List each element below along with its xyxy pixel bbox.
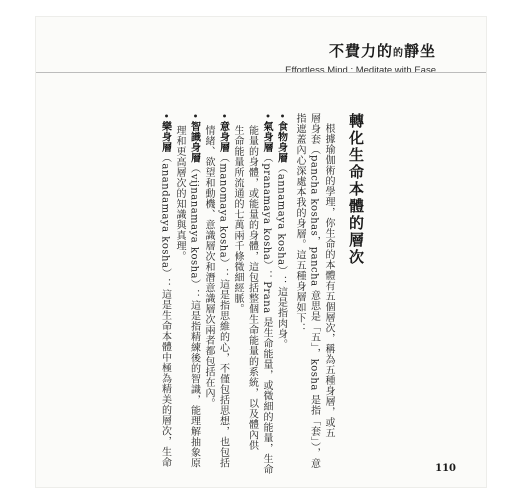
bullet: •	[188, 113, 200, 120]
list-item-continuation	[231, 125, 243, 314]
list-item-text: 生命能量所流通的七萬兩千條微細經脈。	[232, 125, 243, 314]
list-item-term: 意身層	[217, 121, 229, 153]
book-subtitle-en: Effortless Mind : Meditate with Ease	[285, 65, 436, 76]
intro-line: 層身套（pancha koshas，pancha 意思是「五」，kosha 是指「套」），意	[308, 113, 320, 469]
list-item-text: （vijnanamaya kosha）：這是指精練後的智識，能理解抽象原	[188, 163, 200, 469]
list-item-text: （pranamaya kosha）：Prana 是生命能量，或微細的能量，生命	[261, 152, 272, 475]
list-item-term: 樂身層	[159, 121, 171, 153]
list-item-text: 情緒、欲望和動機、意識層次和潛意識層次兩者都包括在內。	[203, 125, 214, 409]
list-item	[260, 113, 272, 475]
list-item-continuation	[173, 125, 185, 262]
list-item-term: 氣身層	[261, 121, 272, 153]
bullet: •	[275, 113, 287, 120]
bullet: •	[159, 113, 171, 120]
book-title-part-2: 靜坐	[403, 42, 436, 60]
book-page	[36, 17, 486, 487]
list-item	[159, 113, 171, 468]
list-item-term: 食物身層	[275, 121, 287, 164]
book-title-part-1: 不費力的	[328, 42, 393, 60]
header-rule	[36, 72, 486, 73]
list-item-text: （annamaya kosha）：這是指肉身。	[275, 163, 287, 350]
list-item-text: （manomaya kosha）：這是指思維的心，不僅包括思想，也包括	[217, 152, 229, 469]
list-item	[188, 113, 200, 468]
list-item-continuation	[202, 125, 214, 409]
list-item-term: 智識身層	[188, 121, 200, 164]
list-item-text: （anandamaya kosha）：這是生命本體中極為精美的層次，生命	[159, 152, 171, 468]
bullet: •	[261, 113, 272, 120]
intro-line: 根據瑜伽術的學理，你生命的本體有五個層次，稱為五種身層，或五	[323, 123, 334, 438]
bullet: •	[217, 113, 229, 120]
running-header	[285, 42, 436, 76]
book-title-small: 的	[392, 48, 404, 59]
list-item-continuation	[246, 125, 258, 451]
intro-line: 指遮蓋內心深處本我的身層。這五種身層如下：	[294, 113, 305, 334]
section-heading: 轉化生命本體的層次	[347, 113, 365, 266]
list-item	[217, 113, 229, 468]
book-title	[285, 42, 436, 63]
page-number: 110	[435, 463, 456, 474]
list-item-text: 理和更高層次的知識與真理。	[174, 125, 185, 262]
list-item-text: 能量的身體，或能量的身體，這包括整個生命能量的系統，以及體內供	[246, 125, 258, 451]
list-item	[275, 113, 287, 350]
